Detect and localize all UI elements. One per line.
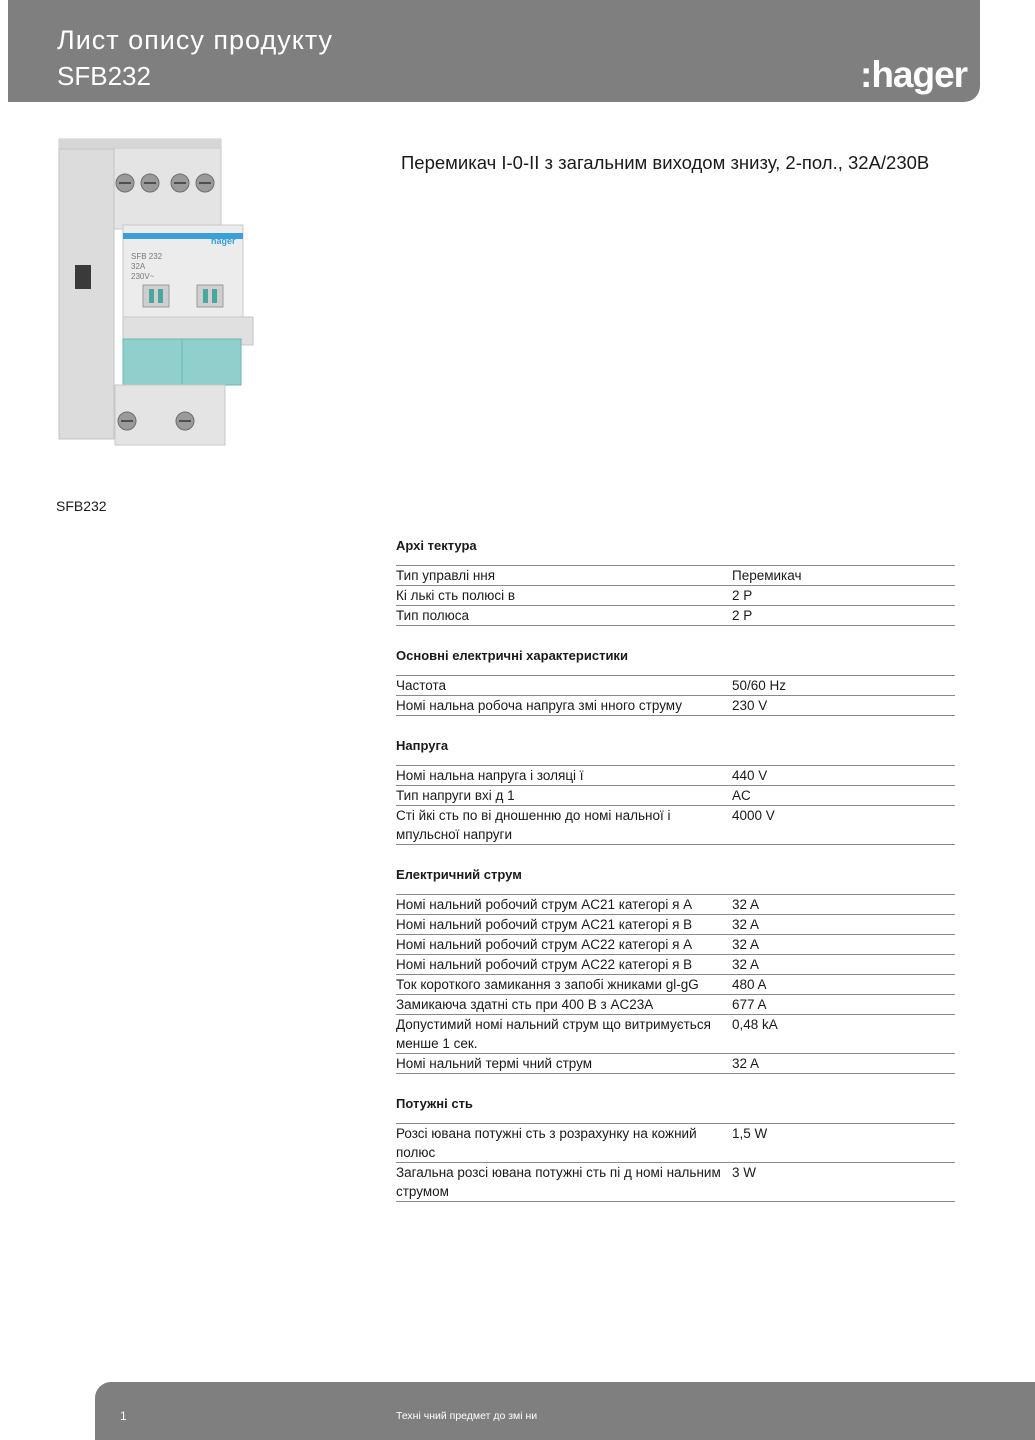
- spec-label: Кі лькі сть полюсі в: [396, 588, 516, 603]
- circuit-switch-product-photo: [55, 133, 260, 453]
- spec-label: Сті йкі сть по ві дношенню до номі нальної і мпульсної напруги: [396, 808, 671, 842]
- spec-value: 2 P: [732, 588, 753, 603]
- spec-label: Тип полюса: [396, 608, 470, 623]
- spec-section-current: [396, 865, 955, 1074]
- spec-value: 32 A: [732, 957, 760, 972]
- spec-row: [396, 585, 955, 605]
- spec-row: [396, 675, 955, 695]
- spec-label: Номі нальний робочий струм AC22 категорі я B: [396, 957, 693, 972]
- spec-value: 0,48 kA: [732, 1017, 778, 1032]
- spec-value: 4000 V: [732, 808, 775, 823]
- spec-value: 440 V: [732, 768, 768, 783]
- spec-row: [396, 1123, 955, 1162]
- spec-row: [396, 894, 955, 914]
- document-title: Лист опису продукту: [57, 25, 333, 55]
- spec-value: 1,5 W: [732, 1126, 768, 1141]
- specifications: [396, 536, 955, 1222]
- product-description: Перемикач I-0-II з загальним виходом знизу, 2-пол., 32A/230В: [401, 152, 930, 173]
- page-number: 1: [120, 1409, 127, 1423]
- spec-value: Перемикач: [732, 568, 802, 583]
- spec-label: Ток короткого замикання з запобі жниками gl-gG: [396, 977, 699, 992]
- spec-section-voltage: [396, 736, 955, 845]
- spec-label: Розсі ювана потужні сть з розрахунку на кожний полюс: [396, 1126, 697, 1160]
- section-title: Архі тектура: [396, 538, 477, 553]
- spec-value: 32 A: [732, 897, 760, 912]
- spec-label: Допустимий номі нальний струм що витримується менше 1 сек.: [396, 1017, 711, 1051]
- device-label-voltage: 230V~: [131, 272, 155, 281]
- spec-value: 480 A: [732, 977, 767, 992]
- spec-row: [396, 765, 955, 785]
- spec-row: [396, 934, 955, 954]
- device-label-code: SFB 232: [131, 252, 163, 261]
- spec-label: Частота: [396, 678, 447, 693]
- spec-label: Загальна розсі ювана потужні сть пі д номі нальним струмом: [396, 1165, 721, 1199]
- footer-note: Техні чний предмет до змі ни: [396, 1410, 538, 1422]
- spec-label: Тип управлі ння: [396, 568, 496, 583]
- page-header: [8, 0, 980, 102]
- spec-row: [396, 785, 955, 805]
- spec-label: Номі нальний робочий струм AC21 категорі я B: [396, 917, 693, 932]
- spec-section-electrical: [396, 646, 955, 716]
- section-title: Електричний струм: [396, 867, 522, 882]
- spec-value: 2 P: [732, 608, 753, 623]
- device-label-rating: 32A: [131, 262, 146, 271]
- spec-value: 50/60 Hz: [732, 678, 787, 693]
- section-title: Потужні сть: [396, 1096, 473, 1111]
- page-footer: [95, 1382, 1035, 1440]
- spec-label: Номі нальна напруга і золяці ї: [396, 768, 584, 783]
- spec-row: [396, 1014, 955, 1053]
- spec-section-architecture: [396, 536, 955, 626]
- product-code: SFB232: [57, 61, 151, 91]
- spec-row: [396, 1053, 955, 1073]
- spec-value: 230 V: [732, 698, 768, 713]
- spec-section-power: [396, 1094, 955, 1202]
- section-title: Основні електричні характеристики: [396, 648, 628, 663]
- spec-value: 677 A: [732, 997, 767, 1012]
- spec-value: 3 W: [732, 1165, 757, 1180]
- spec-label: Номі нальний термі чний струм: [396, 1056, 593, 1071]
- spec-value: 32 A: [732, 937, 760, 952]
- spec-value: 32 A: [732, 917, 760, 932]
- spec-row: [396, 805, 955, 844]
- spec-row: [396, 605, 955, 625]
- hager-logo: :hager: [860, 54, 968, 95]
- spec-label: Номі нальний робочий струм AC22 категорі я A: [396, 937, 693, 952]
- spec-label: Тип напруги вхі д 1: [396, 788, 515, 803]
- spec-label: Номі нальна робоча напруга змі нного струму: [396, 698, 682, 713]
- spec-label: Номі нальний робочий струм AC21 категорі я A: [396, 897, 693, 912]
- spec-row: [396, 1162, 955, 1201]
- spec-value: 32 A: [732, 1056, 760, 1071]
- spec-value: AC: [732, 788, 751, 803]
- device-brand: hager: [211, 236, 236, 246]
- spec-label: Замикаюча здатні сть при 400 В з AC23A: [396, 997, 654, 1012]
- spec-row: [396, 994, 955, 1014]
- spec-row: [396, 695, 955, 715]
- section-title: Напруга: [396, 738, 449, 753]
- spec-row: [396, 914, 955, 934]
- product-reference: SFB232: [56, 498, 107, 514]
- spec-row: [396, 565, 955, 585]
- spec-row: [396, 954, 955, 974]
- spec-row: [396, 974, 955, 994]
